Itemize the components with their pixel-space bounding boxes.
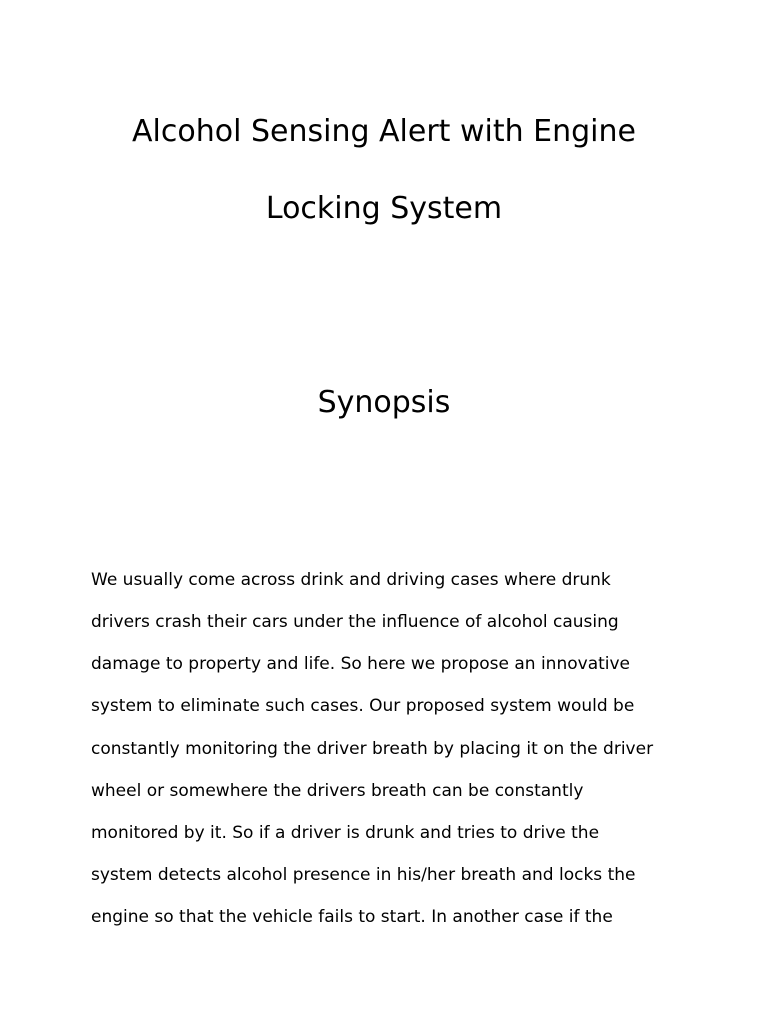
body-text-line: engine so that the vehicle fails to start. In another case if the — [91, 907, 613, 927]
body-text-line: system to eliminate such cases. Our proposed system would be — [91, 696, 635, 716]
body-text-line: We usually come across drink and driving cases where drunk — [91, 570, 611, 590]
body-text-line: damage to property and life. So here we propose an innovative — [91, 654, 631, 674]
section-heading-synopsis: Synopsis — [317, 385, 451, 420]
body-text-line: monitored by it. So if a driver is drunk and tries to drive the — [91, 823, 600, 843]
document-title-line-2: Locking System — [265, 191, 503, 226]
document-title-line-1: Alcohol Sensing Alert with Engine — [132, 114, 636, 149]
body-text-line: drivers crash their cars under the influence of alcohol causing — [91, 612, 619, 632]
body-text-line: constantly monitoring the driver breath by placing it on the driver — [91, 739, 654, 759]
body-text-line: system detects alcohol presence in his/her breath and locks the — [91, 865, 636, 885]
body-text-line: wheel or somewhere the drivers breath can be constantly — [91, 781, 584, 801]
